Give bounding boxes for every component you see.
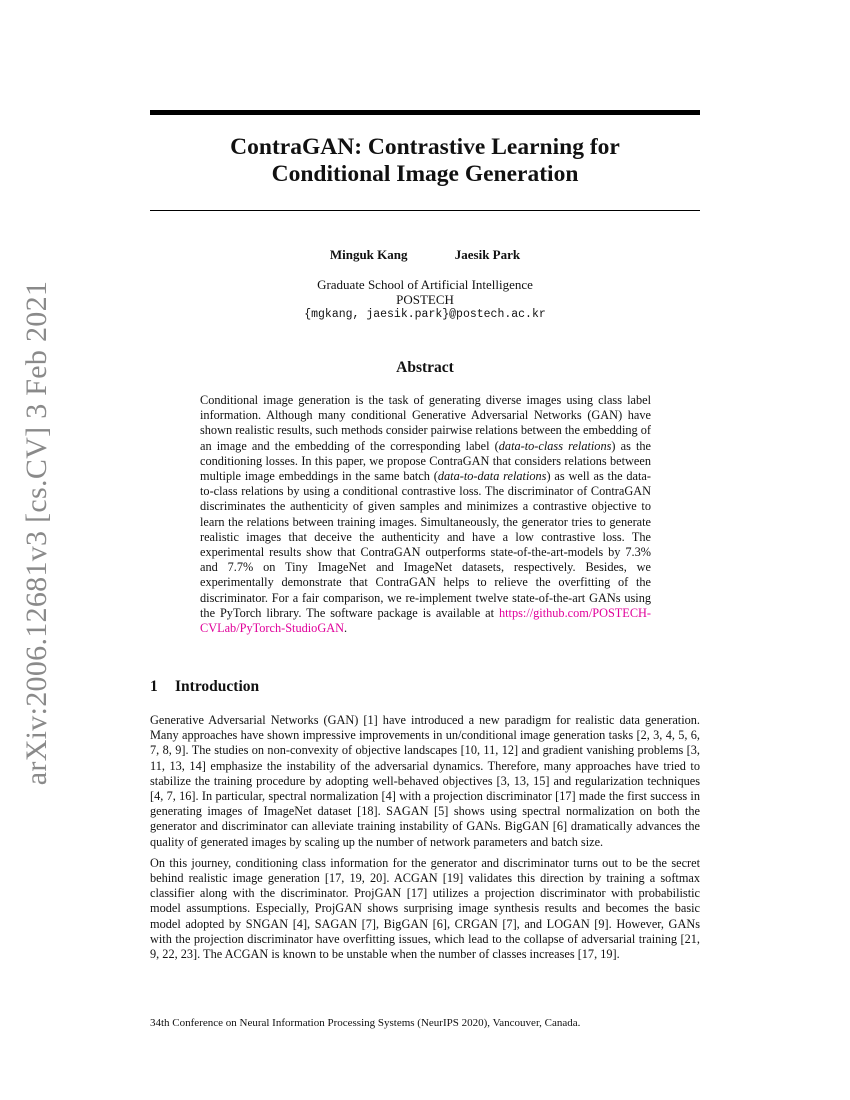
affiliation-institution: POSTECH — [396, 292, 454, 307]
section-number: 1 — [150, 678, 158, 695]
abstract-segment: . — [343, 621, 348, 636]
software-link[interactable]: https://github.com/POSTECH-CVLab/PyTorch-StudioGAN — [200, 605, 651, 636]
author-emails: {mgkang, jaesik.park}@postech.ac.kr — [304, 308, 546, 321]
abstract-segment: Conditional image generation is the task of generating diverse images using class label information. Although many conditional Generative Adversarial Networks (GAN) have shown realistic results, such methods consider pairwise relations between the embedding of an image and the embedding of the corresponding label ( — [200, 393, 651, 453]
abstract-heading: Abstract — [396, 359, 454, 376]
author-name: Jaesik Park — [454, 247, 521, 262]
paper-title — [150, 134, 700, 188]
title-top-rule — [150, 110, 700, 115]
body-paragraph: Generative Adversarial Networks (GAN) [1] have introduced a new paradigm for realistic data generation. Many approaches have shown impressive improvements in un/conditional image generation tasks [2, 3, 4, 5, 6, 7, 8, 9]. The studies on non-convexity of objective landscapes [10, 11, 12] and gradient vanishing problems [3, 11, 13, 14] emphasize the instability of the adversarial dynamics. Therefore, many approaches have tried to stabilize the training procedure by adopting well-behaved objectives [3, 13, 15] and regularization techniques [4, 7, 16]. In particular, spectral normalization [4] with a projection discriminator [17] made the first success in generating images of ImageNet dataset [18]. SAGAN [5] shows using spectral normalization on both the generator and discriminator can alleviate training instability of GANs. BigGAN [6] dramatically advances the quality of generated images by scaling up the number of network parameters and batch size. — [150, 713, 700, 849]
introduction-body — [150, 713, 700, 968]
arxiv-identifier: arXiv:2006.12681v3 [cs.CV] 3 Feb 2021 — [20, 280, 53, 786]
section-heading-introduction — [150, 678, 259, 696]
abstract-text — [200, 393, 651, 636]
section-title: Introduction — [175, 678, 260, 695]
author-name: Minguk Kang — [329, 247, 408, 262]
title-line-1: ContraGAN: Contrastive Learning for — [230, 134, 620, 160]
author-list — [150, 247, 700, 263]
title-bottom-rule — [150, 210, 700, 211]
abstract-emphasis: data-to-data relations — [437, 469, 547, 484]
affiliation-school: Graduate School of Artificial Intelligence — [317, 277, 533, 292]
affiliation-block — [150, 277, 700, 322]
abstract-segment: ) as the conditioning losses. In this paper, we propose ContraGAN that considers relations between multiple image embeddings in the same batch ( — [200, 438, 651, 484]
title-line-2: Conditional Image Generation — [271, 161, 579, 187]
abstract-segment: ) as well as the data-to-class relations by using a conditional contrastive loss. The discriminator of ContraGAN discriminates the authenticity of given samples and minimizes a contrastive objective to learn the relations between training images. Simultaneously, the generator tries to generate realistic images that deceive the authenticity and have a low contrastive loss. The experimental results show that ContraGAN outperforms state-of-the-art-models by 7.3% and 7.7% on Tiny ImageNet and ImageNet datasets, respectively. Besides, we experimentally demonstrate that ContraGAN helps to relieve the overfitting of the discriminator. For a fair comparison, we re-implement twelve state-of-the-art GANs using the PyTorch library. The software package is available at — [200, 469, 651, 620]
abstract-emphasis: data-to-class relations — [498, 438, 612, 453]
body-paragraph: On this journey, conditioning class information for the generator and discriminator turns out to be the secret behind realistic image generation [17, 19, 20]. ACGAN [19] validates this direction by training a softmax classifier along with the discriminator. ProjGAN [17] utilizes a projection discriminator with probabilistic model assumptions. Especially, ProjGAN shows surprising image synthesis results and becomes the basic model adopted by SNGAN [4], SAGAN [7], BigGAN [6], CRGAN [7], and LOGAN [9]. However, GANs with the projection discriminator have overfitting issues, which lead to the collapse of adversarial training [21, 9, 22, 23]. The ACGAN is known to be unstable when the number of classes increases [17, 19]. — [150, 855, 700, 962]
conference-footnote: 34th Conference on Neural Information Processing Systems (NeurIPS 2020), Vancouver, Canada. — [150, 1017, 581, 1029]
